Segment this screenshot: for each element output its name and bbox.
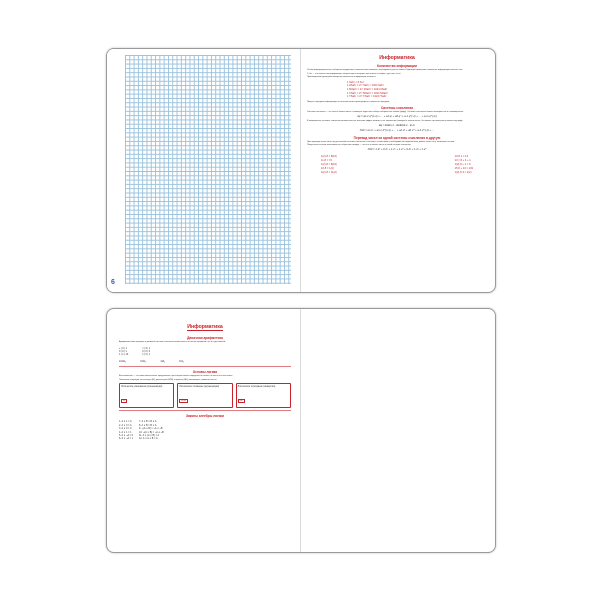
- binary-examples: [119, 360, 291, 363]
- notebook-spread-top: [106, 48, 496, 293]
- logic-badge: И: [123, 400, 125, 403]
- example: 1(2)·8 = 8(10): [321, 154, 337, 158]
- law: 3. A ∧ 0 = 0: [119, 427, 132, 431]
- unit-line: 1 Тбайт = 2¹⁰ Гбайт = 1024 Гбайт: [347, 95, 387, 99]
- page-title: Информатика: [379, 55, 415, 61]
- grid-page-left: [107, 49, 299, 292]
- unit-line: 1 Гбайт = 2¹⁰ Мбайт = 1024 Мбайт: [347, 91, 388, 95]
- units-list: [347, 81, 487, 99]
- spread-fold: [300, 309, 301, 552]
- example: 1(2)·8 + 1 = 9: [454, 162, 471, 166]
- examples-table: [321, 155, 473, 175]
- law: 2. A ∨ 0 = A: [119, 423, 132, 427]
- example: 1(2)·8·3 = 1(2): [454, 170, 472, 174]
- section-heading: Системы счисления: [380, 106, 414, 111]
- example: 10·8 = 1(2): [321, 166, 334, 170]
- example: 10111₂: [119, 359, 127, 363]
- examples-column-left: [321, 155, 337, 175]
- example: 15·8 + 13 = 133: [454, 166, 473, 170]
- section-heading: Двоичная арифметика: [187, 336, 223, 340]
- example: 1(2)·8 = 11(2): [321, 170, 337, 174]
- paragraph: В позиционных системах счисления количественное значение цифры зависит от её положения (позиции) в записи числа. Основание системы равно количеству цифр.: [307, 119, 463, 122]
- binary-tables: [119, 347, 291, 357]
- law: 5. A ∧ ¬A = 0: [119, 434, 133, 438]
- spread-fold: [300, 49, 301, 292]
- logic-box-label: Логическое отрицание (инверсия): [237, 385, 276, 389]
- law: 10. ¬(A ∨ B) = ¬A ∧ ¬B: [138, 430, 164, 434]
- example: 1011₂: [140, 359, 147, 363]
- example: 11·8 = 72: [321, 158, 332, 162]
- logic-box: [119, 383, 174, 408]
- reference-page-right: [303, 49, 491, 292]
- unit-line: 1 Мбайт = 2¹⁰ Кбайт = 1024 Кбайт: [347, 87, 388, 91]
- examples-column-right: [455, 155, 473, 175]
- blank-page-right: [303, 309, 495, 552]
- example: 13 = 8 + 4 + 1: [454, 158, 471, 162]
- logic-badge: НЕ: [239, 400, 243, 403]
- paragraph: Логические операции: конъюнкция (И), дизъюнкция (ИЛИ), инверсия (НЕ), импликация, эквивалентность.: [119, 378, 218, 381]
- law: 1. A ∧ 1 = A: [119, 420, 132, 424]
- section-heading: Законы алгебры логики: [186, 414, 224, 419]
- table-row: × | 0 | 1: [142, 346, 151, 350]
- law: 9. ¬(A ∧ B) = ¬A ∨ ¬B: [138, 427, 163, 431]
- notebook-spread-bottom: [106, 308, 496, 553]
- law: 6. A ∨ ¬A = 1: [119, 437, 133, 441]
- section-heading: Перевод чисел из одной системы счисления в другую: [353, 135, 441, 140]
- paragraph: Высказывание — это повествовательное предложение, про которое можно определённо сказать, истинно оно или ложно.: [119, 375, 233, 378]
- paragraph: Полученные остатки записываются в обратном порядке — это и есть запись числа в новой системе счисления.: [307, 144, 412, 147]
- table-row: 1 | 0 | 1: [142, 353, 151, 357]
- paragraph: Производными единицами измерения количества информации являются:: [307, 76, 376, 79]
- page-title: Информатика: [187, 324, 223, 330]
- reference-page-left: [107, 309, 299, 552]
- laws-column-left: [119, 420, 133, 440]
- law: 12. A ∨ A ∧ B = A: [138, 437, 158, 441]
- divider-line: [119, 410, 291, 411]
- example: 1(2)·8 = 8(10): [321, 162, 337, 166]
- logic-box: [236, 383, 291, 408]
- divider-line: [119, 366, 291, 367]
- section-heading: Основы логики: [192, 370, 218, 375]
- example: 110₂: [160, 359, 166, 363]
- formula: Eq = EnEn-1…E1E0,E-1…E-m: [379, 123, 415, 127]
- paragraph: 1 бит — это количество информации, которое можно получить при ответе на вопрос «да» или «нет».: [307, 72, 402, 75]
- paragraph: Объём информационного сообщения определяется количеством символов, необходимых для его записи. Единицей измерения количества информации является бит.: [307, 69, 463, 71]
- example: 10·8·1 = 13: [454, 154, 469, 158]
- table-row: 0 | 0 | 0: [142, 350, 151, 353]
- law: 7. A ∧ B = B ∧ A: [138, 420, 157, 424]
- formula: Aq = an-1·q^(n-1) + … + a1·q¹ + a0·q⁰ + a-1·q^(-1) + … + a-m·q^(-m): [357, 114, 437, 118]
- addition-table: [119, 347, 128, 357]
- page-margin-number: 6: [111, 279, 115, 286]
- law: 11. A ∧ (A ∨ B) = A: [138, 434, 160, 438]
- unit-line: 1 байт = 8 бит: [347, 80, 364, 84]
- law: 4. A ∨ 1 = 1: [119, 430, 132, 434]
- paragraph: Процесс передачи информации по каналам связи характеризуется скоростью передачи.: [307, 100, 390, 103]
- logic-boxes: [119, 383, 291, 408]
- paragraph: Арифметические операции в двоичной системе счисления выполняются по тем же правилам, что и в десятичной.: [119, 341, 226, 343]
- logic-badge: ИЛИ: [181, 400, 186, 403]
- table-row: + | 0 | 1: [119, 346, 127, 350]
- section-heading: Количество информации: [377, 64, 417, 68]
- unit-line: 1 Кбайт = 2¹⁰ байт = 1024 байт: [347, 84, 384, 88]
- formula: N10 = 1·2⁶ + 0·2⁵ + 1·2⁴ + 1·2³ + 0·2² + 1·2¹ + 1·2⁰: [367, 147, 427, 151]
- formula: N10 = an·2ⁿ + an-1·2^(n-1) + … + a1·2¹ + a0·2⁰ + a-1·2^(-1) + …: [359, 128, 435, 132]
- paragraph: Система счисления — это способ записи чисел с помощью заданного набора специальных знаков (цифр). Системы счисления бывают позиционные и непозиционные.: [307, 111, 464, 114]
- paragraph: При переводе целых чисел из десятичной системы счисления в систему с основанием q необходимо последовательно делить число на q, записывая остатки.: [307, 140, 455, 143]
- logic-box-label: Логическое сложение (дизъюнкция): [179, 385, 220, 389]
- multiplication-table: [142, 347, 150, 357]
- table-row: 1 | 1 | 10: [119, 353, 129, 357]
- table-row: 0 | 0 | 1: [119, 350, 127, 353]
- law: 8. A ∨ B = B ∨ A: [138, 423, 157, 427]
- laws-column-right: [139, 420, 164, 440]
- logic-box: [177, 383, 232, 408]
- logic-box-label: Логическое умножение (конъюнкция): [121, 385, 163, 389]
- example: 101₂: [179, 359, 184, 363]
- logic-laws: [119, 420, 291, 440]
